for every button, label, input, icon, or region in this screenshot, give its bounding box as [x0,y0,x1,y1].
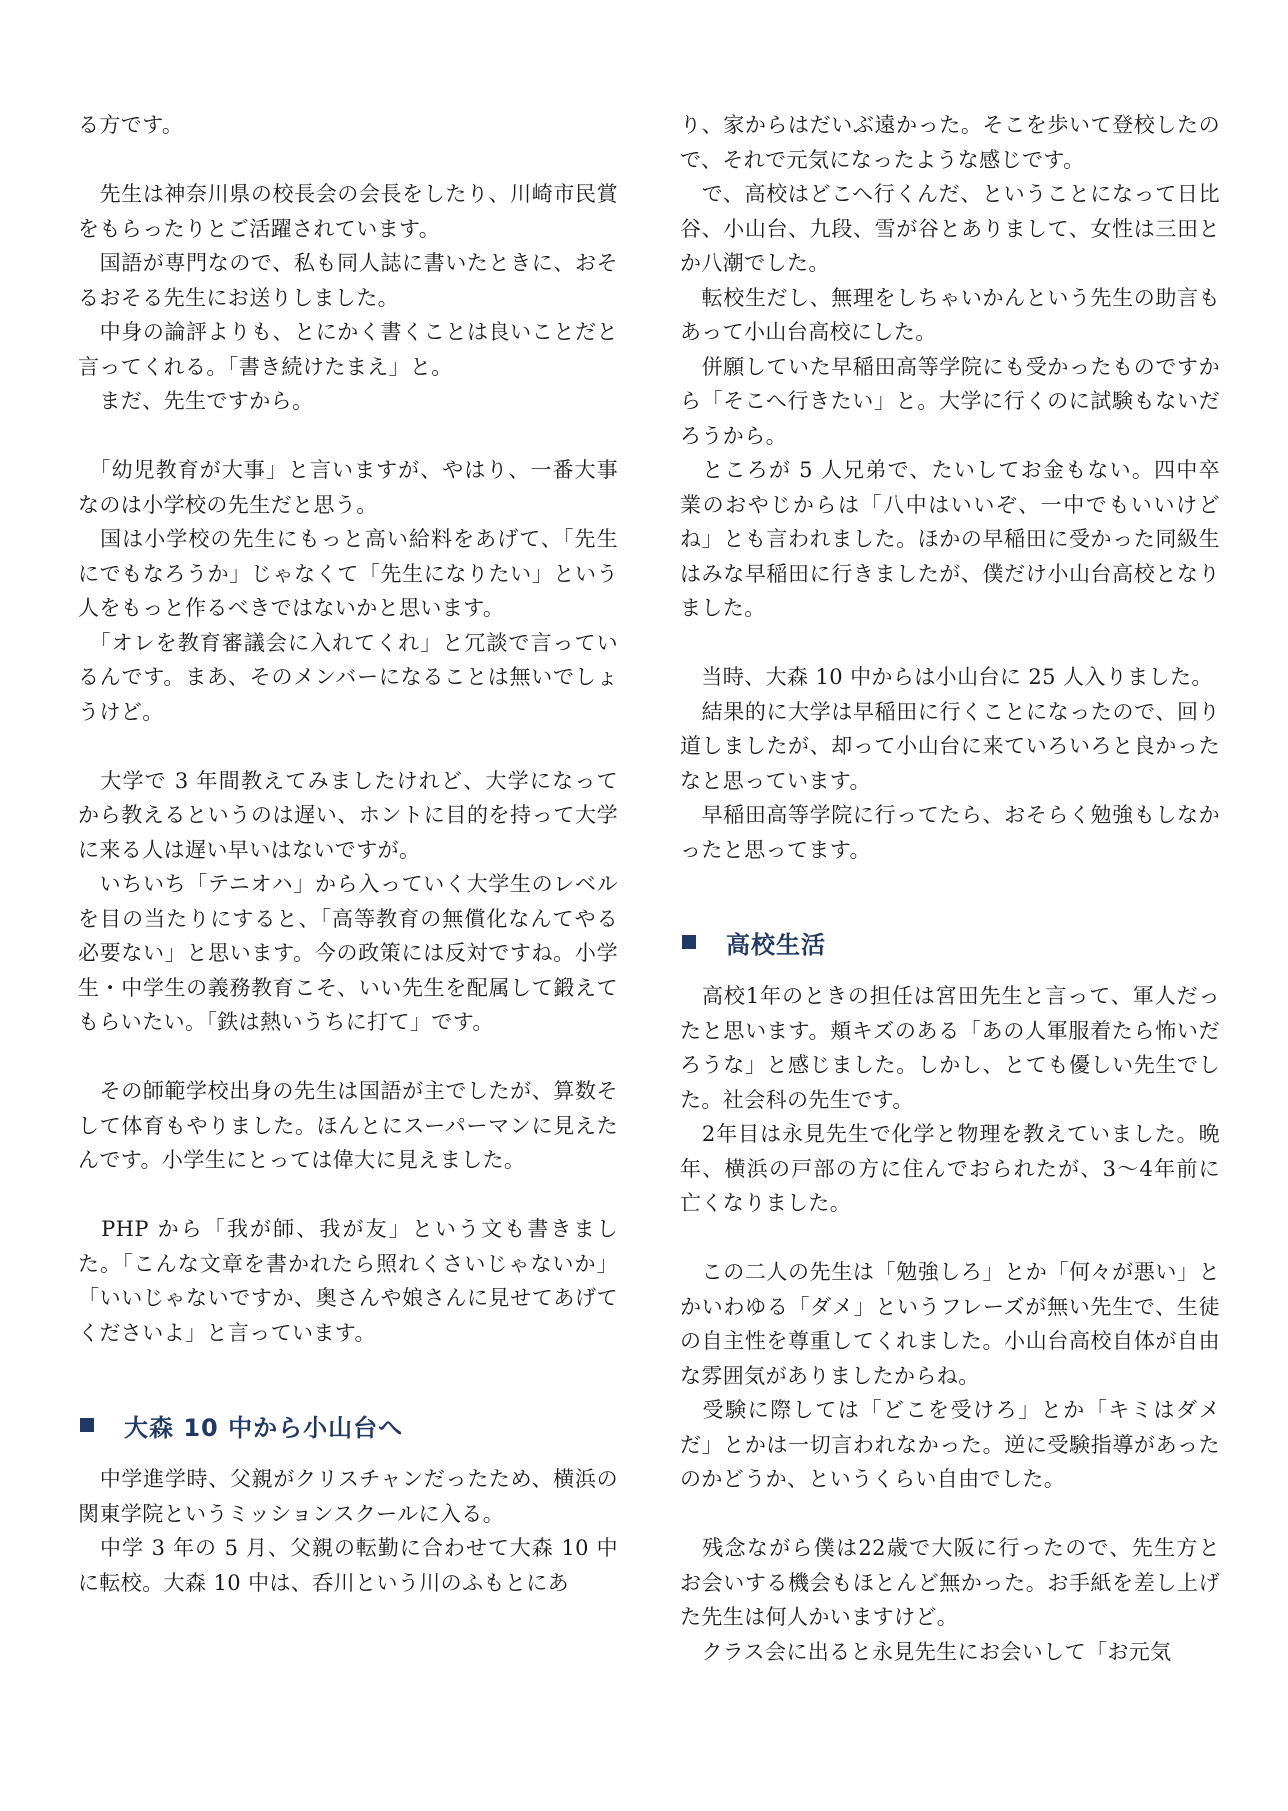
section-heading-text: 高校生活 [726,930,826,959]
paragraph: PHP から「我が師、我が友」という文も書きました。「こんな文章を書かれたら照れくさいじゃないか」「いいじゃないですか、奥さんや娘さんに見せてあげてくださいよ」と言っています。 [78,1217,618,1345]
paragraph: クラス会に出ると永見先生にお会いして「お元気 [680,1639,1172,1664]
paragraph-gap [680,626,1220,661]
paragraph: り、家からはだいぶ遠かった。そこを歩いて登校したので、それで元気になったような感じです。 [680,113,1220,172]
paragraph: 国語が専門なので、私も同人誌に書いたときに、おそるおそる先生にお送りしました。 [78,251,618,310]
paragraph: 併願していた早稲田高等学院にも受かったものですから「そこへ行きたい」と。大学に行くのに試験もないだろうから。 [680,354,1220,448]
paragraph-gap [78,1178,618,1213]
paragraph: 中学進学時、父親がクリスチャンだったため、横浜の関東学院というミッションスクールに入る。 [78,1467,618,1526]
paragraph: る方です。 [78,113,184,137]
paragraph: まだ、先生ですから。 [78,389,314,413]
paragraph: 転校生だし、無理をしちゃいかんという先生の助言もあって小山台高校にした。 [680,285,1220,344]
paragraph: 高校1年のときの担任は宮田先生と言って、軍人だったと思います。頬キズのある「あの人軍服着たら怖いだろうな」と感じました。しかし、とても優しい先生でした。社会科の先生です。 [680,984,1220,1112]
section-heading-text: 大森 10 中から小山台へ [124,1413,404,1442]
paragraph: 結果的に大学は早稲田に行くことになったので、回り道しましたが、却って小山台に来ていろいろと良かったなと思っています。 [680,699,1220,793]
paragraph-gap [680,1221,1220,1256]
paragraph: 「幼児教育が大事」と言いますが、やはり、一番大事なのは小学校の先生だと思う。 [78,458,618,517]
paragraph: 先生は神奈川県の校長会の会長をしたり、川崎市民賞をもらったりとご活躍されています。 [78,182,618,241]
paragraph: で、高校はどこへ行くんだ、ということになって日比谷、小山台、九段、雪が谷とありまして、女性は三田とか八潮でした。 [680,182,1220,275]
paragraph: 中学 3 年の 5 月、父親の転勤に合わせて大森 10 中に転校。大森 10 中は、呑川という川のふもとにあ [78,1536,618,1595]
paragraph-gap [78,729,618,764]
paragraph-gap [680,1497,1220,1532]
square-bullet-icon [682,935,696,949]
paragraph: 早稲田高等学院に行ってたら、おそらく勉強もしなかったと思ってます。 [680,803,1220,862]
square-bullet-icon [80,1418,94,1432]
section-gap [78,1350,618,1400]
paragraph: 国は小学校の先生にもっと高い給料をあげて、「先生にでもなろうか」じゃなくて「先生になりたい」という人をもっと作るべきではないかと思います。 [78,527,618,620]
section-gap [680,867,1220,917]
paragraph: いちいち「テニオハ」から入っていく大学生のレベルを目の当たりにすると、「高等教育の無償化なんてやる必要ない」と思います。今の政策には反対ですね。小学生・中学生の義務教育こそ、いい先生を配属して鍛えてもらいたい。「鉄は熱いうちに打て」です。 [78,872,618,1034]
paragraph: 大学で 3 年間教えてみましたけれど、大学になってから教えるというのは遅い、ホントに目的を持って大学に来る人は遅い早いはないですが。 [78,768,618,862]
paragraph-gap [78,143,618,178]
paragraph-gap [78,419,618,454]
paragraph: 「オレを教育審議会に入れてくれ」と冗談で言っているんです。まあ、そのメンバーになることは無いでしょうけど。 [78,630,618,724]
paragraph: 当時、大森 10 中からは小山台に 25 人入りました。 [680,665,1213,689]
paragraph: この二人の先生は「勉強しろ」とか「何々が悪い」とかいわゆる「ダメ」というフレーズが無い先生で、生徒の自主性を尊重してくれました。小山台高校自体が自由な雰囲気がありましたからね。 [680,1260,1220,1388]
paragraph: ところが 5 人兄弟で、たいしてお金もない。四中卒業のおやじからは「八中はいいぞ、一中でもいいけどね」とも言われました。ほかの早稲田に受かった同級生はみな早稲田に行きましたが、僕だけ小山台高校となりました。 [680,458,1220,620]
paragraph: その師範学校出身の先生は国語が主でしたが、算数そして体育もやりました。ほんとにスーパーマンに見えたんです。小学生にとっては偉大に見えました。 [78,1079,618,1172]
paragraph: 中身の論評よりも、とにかく書くことは良いことだと言ってくれる。「書き続けたまえ」と。 [78,320,618,379]
heading-gap [78,1450,618,1462]
paragraph: 受験に際しては「どこを受けろ」とか「キミはダメだ」とかは一切言われなかった。逆に受験指導があったのかどうか、というくらい自由でした。 [680,1398,1220,1491]
section-heading [78,1400,618,1450]
paragraph: 2年目は永見先生で化学と物理を教えていました。晩年、横浜の戸部の方に住んでおられたが、3〜4年前に亡くなりました。 [680,1122,1220,1215]
paragraph-gap [78,1040,618,1075]
right-column [680,108,1220,1669]
paragraph: 残念ながら僕は22歳で大阪に行ったので、先生方とお会いする機会もほとんど無かった。お手紙を差し上げた先生は何人かいますけど。 [680,1536,1220,1629]
section-heading [680,917,1220,967]
left-column [78,108,618,1600]
heading-gap [680,967,1220,979]
